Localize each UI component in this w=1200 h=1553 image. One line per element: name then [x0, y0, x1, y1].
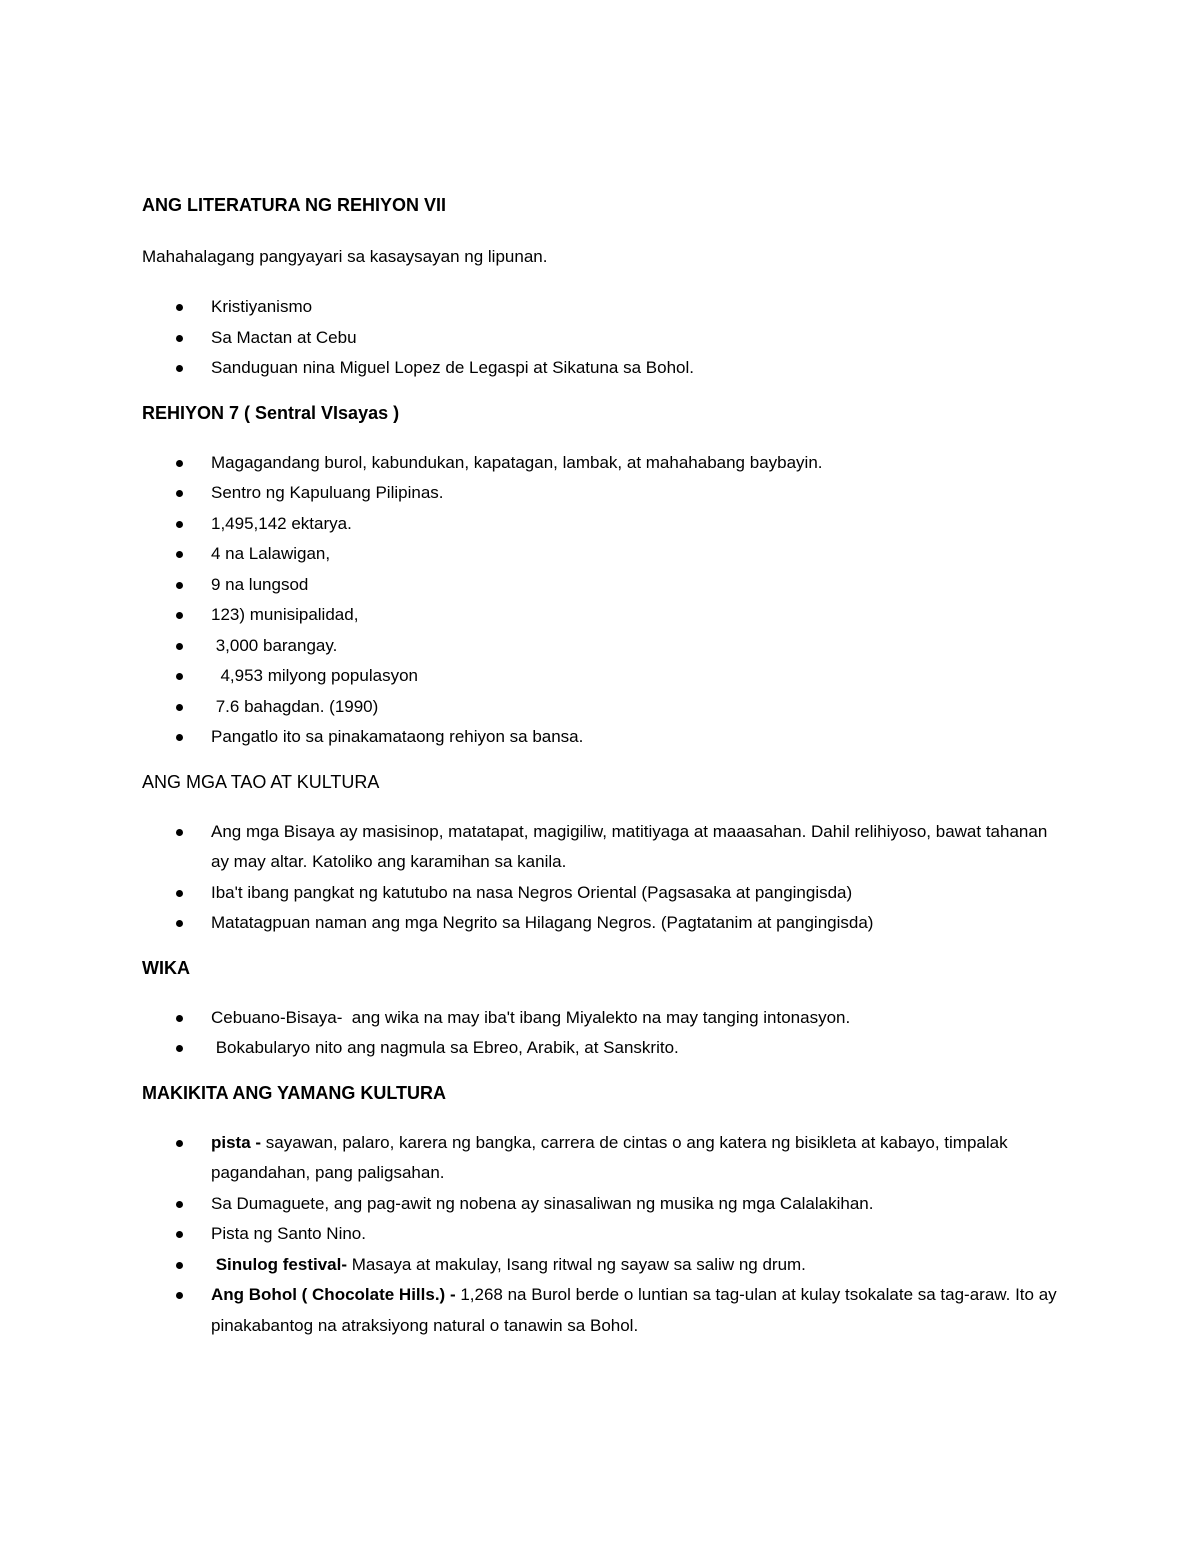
list-item	[142, 1219, 1062, 1250]
item-text: Masaya at makulay, Isang ritwal ng sayaw sa saliw ng drum.	[351, 1254, 806, 1274]
list-item: Sentro ng Kapuluang Pilipinas.	[142, 478, 1062, 509]
item-term: pista -	[211, 1132, 266, 1152]
item-term: Sinulog festival-	[211, 1254, 352, 1274]
list-item	[142, 1280, 1062, 1341]
yaman-list	[142, 1128, 1062, 1342]
item-text: Pista ng Santo Nino.	[211, 1224, 366, 1243]
document-title: ANG LITERATURA NG REHIYON VII	[142, 195, 447, 215]
document-body	[142, 192, 1062, 1341]
list-item: 7.6 bahagdan. (1990)	[142, 692, 1062, 723]
list-item: Cebuano-Bisaya- ang wika na may iba't ibang Miyalekto na may tanging intonasyon.	[142, 1003, 1062, 1034]
item-text: 1,268 na Burol berde o luntian sa tag-ulan at kulay tsokalate sa tag-araw. Ito ay pinakabantog na atraksiyong natural o tanawin sa Bohol.	[211, 1285, 1057, 1335]
list-item: 123) munisipalidad,	[142, 600, 1062, 631]
list-item: 1,495,142 ektarya.	[142, 509, 1062, 540]
item-term: Ang Bohol ( Chocolate Hills.) -	[211, 1285, 461, 1304]
list-item: 9 na lungsod	[142, 570, 1062, 601]
intro-paragraph: Mahahalagang pangyayari sa kasaysayan ng lipunan.	[142, 247, 548, 266]
list-item: Magagandang burol, kabundukan, kapatagan, lambak, at mahahabang baybayin.	[142, 448, 1062, 479]
list-item	[142, 1189, 1062, 1220]
rehiyon-list	[142, 448, 1062, 753]
section-heading-rehiyon: REHIYON 7 ( Sentral VIsayas )	[142, 402, 400, 423]
section-heading-tao: ANG MGA TAO AT KULTURA	[142, 771, 380, 792]
item-text: Sa Dumaguete, ang pag-awit ng nobena ay sinasaliwan ng musika ng mga Calalakihan.	[211, 1193, 874, 1213]
list-item: Matatagpuan naman ang mga Negrito sa Hilagang Negros. (Pagtatanim at pangingisda)	[142, 908, 1062, 939]
list-item: Kristiyanismo	[142, 292, 1062, 323]
tao-list	[142, 817, 1062, 939]
section-heading-wika: WIKA	[142, 957, 190, 978]
list-item	[142, 1128, 1062, 1189]
item-text: sayawan, palaro, karera ng bangka, carrera de cintas o ang katera ng bisikleta at kabayo, timpalak pagandahan, pang paligsahan.	[211, 1132, 1008, 1182]
list-item: Sanduguan nina Miguel Lopez de Legaspi at Sikatuna sa Bohol.	[142, 353, 1062, 384]
list-item: Iba't ibang pangkat ng katutubo na nasa Negros Oriental (Pagsasaka at pangingisda)	[142, 878, 1062, 909]
list-item: 3,000 barangay.	[142, 631, 1062, 662]
list-item: Sa Mactan at Cebu	[142, 323, 1062, 354]
section-heading-yaman: MAKIKITA ANG YAMANG KULTURA	[142, 1082, 446, 1103]
list-item: 4 na Lalawigan,	[142, 539, 1062, 570]
list-item: Pangatlo ito sa pinakamataong rehiyon sa bansa.	[142, 722, 1062, 753]
list-item: Ang mga Bisaya ay masisinop, matatapat, magigiliw, matitiyaga at maaasahan. Dahil relihiyoso, bawat tahanan ay may altar. Katoliko ang karamihan sa kanila.	[142, 817, 1062, 878]
wika-list	[142, 1003, 1062, 1064]
intro-list	[142, 292, 1062, 384]
list-item	[142, 1250, 1062, 1281]
list-item: 4,953 milyong populasyon	[142, 661, 1062, 692]
list-item: Bokabularyo nito ang nagmula sa Ebreo, Arabik, at Sanskrito.	[142, 1033, 1062, 1064]
